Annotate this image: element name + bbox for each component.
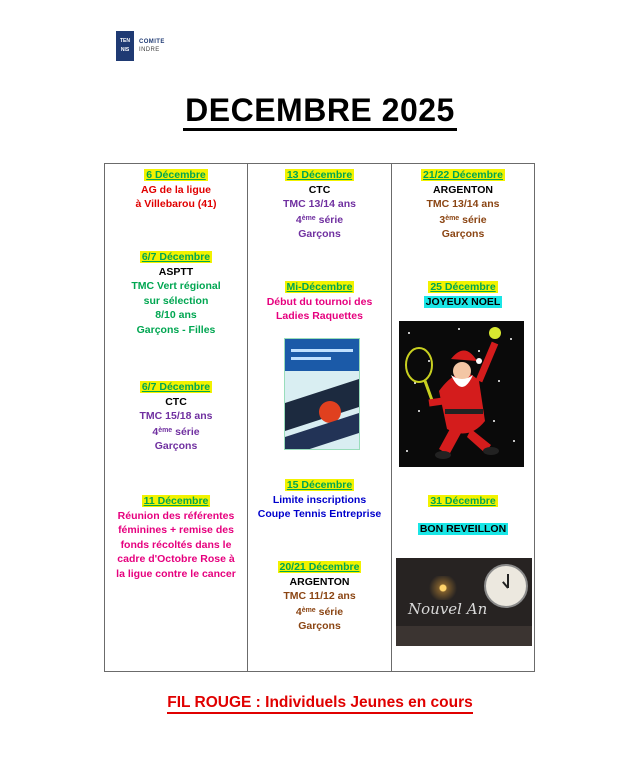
- event-line: Coupe Tennis Entreprise: [257, 508, 382, 520]
- event-date: 6/7 Décembre: [141, 381, 211, 393]
- event-6-7-dec-asptt: [105, 250, 247, 337]
- event-club: CTC: [308, 183, 331, 196]
- event-line: AG de la ligue: [140, 183, 211, 196]
- event-line: Limite inscriptions: [272, 493, 367, 506]
- footer-text: FIL ROUGE : Individuels Jeunes en cours: [167, 694, 472, 714]
- event-club: ASPTT: [158, 265, 194, 278]
- event-line: la ligue contre le cancer: [116, 567, 236, 580]
- event-line: fonds récoltés dans le: [120, 538, 232, 551]
- logo-badge-top: TEN: [120, 38, 130, 44]
- sparkler-icon: [428, 576, 458, 600]
- santa-tennis-image: [399, 321, 524, 467]
- page-title-text: DECEMBRE 2025: [183, 92, 457, 131]
- event-date: 11 Décembre: [143, 495, 209, 507]
- series-word: série: [459, 213, 487, 226]
- event-line: Garçons: [298, 620, 341, 632]
- event-line: sur sélection: [143, 294, 209, 307]
- series-sup: ème: [301, 214, 316, 222]
- event-date: 6/7 Décembre: [141, 251, 211, 263]
- event-line: Ladies Raquettes: [276, 310, 363, 322]
- event-line: [105, 424, 247, 440]
- footer-note: [0, 694, 640, 712]
- event-line: Garçons: [298, 228, 341, 240]
- event-21-22-dec: [392, 168, 534, 242]
- event-31-dec: [392, 494, 534, 536]
- series-word: série: [315, 213, 344, 226]
- event-20-21-dec: [248, 560, 391, 634]
- logo-badge: [116, 31, 134, 61]
- event-date: 25 Décembre: [430, 281, 496, 293]
- event-club: ARGENTON: [289, 575, 350, 588]
- event-line: Garçons: [441, 228, 485, 240]
- calendar-column-2: [248, 164, 392, 671]
- calendar-column-1: [105, 164, 248, 671]
- event-line: Garçons: [154, 440, 198, 452]
- image-floor: [396, 626, 532, 646]
- nouvel-an-text: Nouvel An: [408, 600, 488, 618]
- poster-band: [285, 339, 359, 371]
- event-line: à Villebarou (41): [135, 198, 217, 210]
- event-15-dec: [248, 478, 391, 522]
- event-date: 15 Décembre: [286, 479, 353, 491]
- event-line: [392, 212, 534, 228]
- event-mi-dec: [248, 280, 391, 324]
- comite-logo: [116, 31, 165, 61]
- event-line: Début du tournoi des: [266, 295, 373, 308]
- event-line: cadre d'Octobre Rose à: [117, 553, 235, 565]
- series-number: 4: [295, 605, 302, 618]
- event-line: TMC Vert régional: [131, 280, 221, 292]
- event-6-dec: [105, 168, 247, 212]
- event-line: Garçons - Filles: [136, 323, 216, 336]
- event-13-dec: [248, 168, 391, 242]
- event-line: [248, 212, 391, 228]
- event-line: Réunion des référentes: [117, 509, 235, 522]
- event-line: BON REVEILLON: [419, 522, 507, 535]
- event-club: ARGENTON: [433, 183, 493, 196]
- nouvel-an-image: [396, 558, 532, 646]
- series-word: série: [315, 605, 344, 618]
- calendar-column-3: [392, 164, 534, 671]
- event-date: 20/21 Décembre: [279, 561, 360, 573]
- event-line: JOYEUX NOEL: [425, 295, 501, 308]
- event-date: 13 Décembre: [286, 169, 353, 181]
- event-date: 21/22 Décembre: [423, 169, 503, 181]
- event-25-dec: [392, 280, 534, 309]
- event-date: 6 Décembre: [146, 169, 206, 181]
- poster-line: [291, 357, 331, 360]
- clock-icon: [484, 564, 528, 608]
- series-number: 4: [295, 213, 302, 226]
- logo-sub: INDRE: [139, 47, 160, 53]
- event-line: 8/10 ans: [155, 309, 197, 321]
- logo-name: COMITE: [139, 39, 165, 45]
- event-date: Mi-Décembre: [286, 281, 353, 293]
- event-line: [248, 604, 391, 620]
- ladies-raquettes-poster-image: [284, 338, 360, 450]
- event-date: 31 Décembre: [430, 495, 496, 507]
- event-6-7-dec-ctc: [105, 380, 247, 454]
- series-number: 3: [439, 213, 446, 226]
- logo-badge-bottom: NIS: [120, 47, 130, 53]
- series-number: 4: [152, 425, 159, 438]
- event-line: TMC 13/14 ans: [426, 198, 500, 210]
- calendar-table: [104, 163, 535, 672]
- page-title: [0, 92, 640, 129]
- event-line: TMC 11/12 ans: [283, 590, 356, 602]
- event-line: TMC 15/18 ans: [139, 410, 213, 422]
- event-club: CTC: [165, 395, 187, 408]
- santa-illustration: [399, 321, 524, 467]
- series-word: série: [172, 425, 200, 438]
- series-sup: ème: [445, 214, 460, 222]
- event-11-dec: [105, 494, 247, 581]
- series-sup: ème: [301, 606, 316, 614]
- event-line: TMC 13/14 ans: [283, 198, 356, 210]
- poster-line: [291, 349, 353, 352]
- logo-text: [139, 38, 165, 54]
- event-line: féminines + remise des: [118, 524, 234, 536]
- series-sup: ème: [158, 426, 173, 434]
